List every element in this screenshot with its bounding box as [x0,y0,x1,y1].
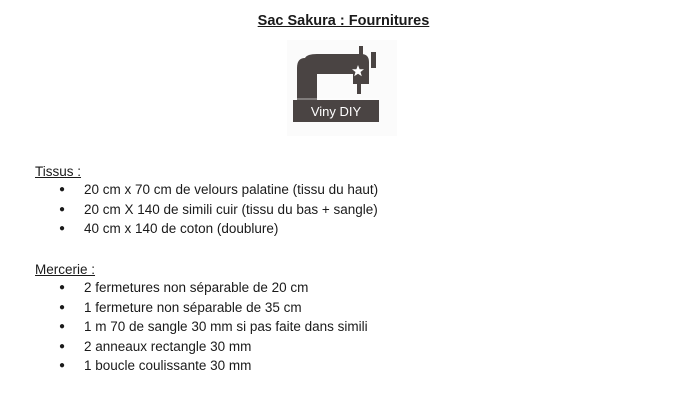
list-item: ● 1 m 70 de sangle 30 mm si pas faite dans simili [0,317,368,337]
section-title-tissus: Tissus : [35,164,82,179]
list-item: ● 20 cm X 140 de simili cuir (tissu du bas + sangle) [0,200,378,220]
bullet-icon: ● [59,360,66,372]
section-title-mercerie: Mercerie : [35,262,96,277]
tissus-list [0,180,378,239]
bullet-icon: ● [59,321,66,333]
viny-diy-logo [287,40,397,136]
bullet-icon: ● [59,184,66,195]
bullet-icon: ● [59,223,66,235]
sewing-machine-icon [287,40,397,136]
list-item: ● 2 anneaux rectangle 30 mm [0,337,368,357]
logo-text: Viny DIY [310,104,362,119]
bullet-icon: ● [59,340,66,352]
list-item: ● 2 fermetures non séparable de 20 cm [0,278,368,298]
list-item: ● 1 boucle coulissante 30 mm [0,356,368,376]
bullet-icon: ● [59,203,66,215]
mercerie-list [0,278,368,376]
list-item: ● 20 cm x 70 cm de velours palatine (tissu du haut) [0,180,378,200]
bullet-icon: ● [59,282,66,293]
document-title: Sac Sakura : Fournitures [257,13,430,29]
list-item: ● 1 fermeture non séparable de 35 cm [0,298,368,318]
bullet-icon: ● [59,301,66,313]
list-item: ● 40 cm x 140 de coton (doublure) [0,219,378,239]
